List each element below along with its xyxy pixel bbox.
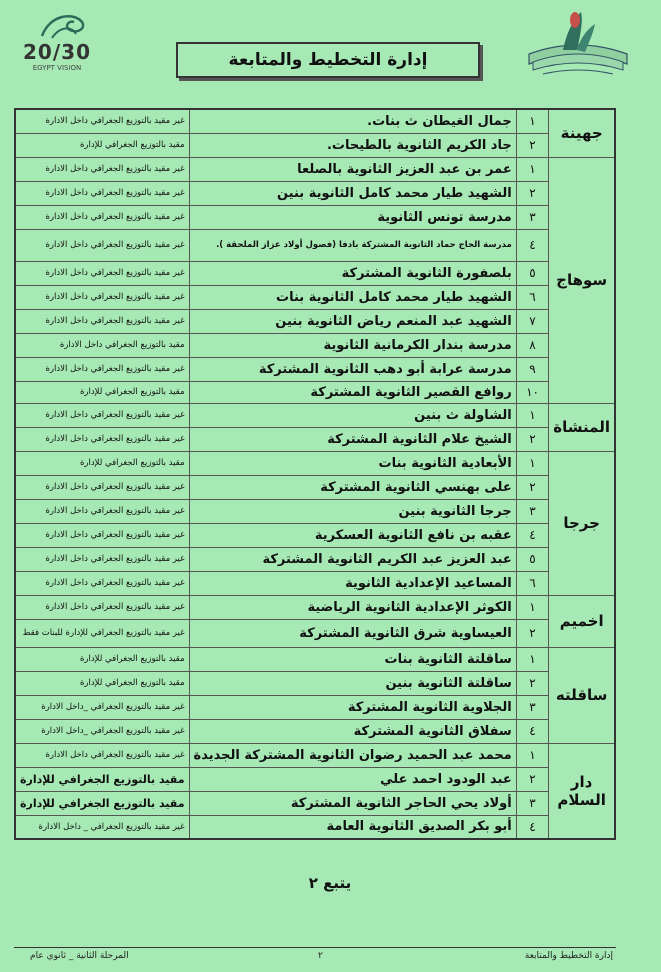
distribution-status: غير مقيد بالتوزيع الجغرافي داخل الادارة xyxy=(15,427,189,451)
distribution-status: غير مقيد بالتوزيع الجغرافي داخل الادارة xyxy=(15,403,189,427)
school-name: جمال الغيطان ث بنات. xyxy=(189,109,516,133)
distribution-status: غير مقيد بالتوزيع الجغرافي داخل الادارة xyxy=(15,109,189,133)
row-number: ٢ xyxy=(516,767,549,791)
distribution-status: مقيد بالتوزيع الجغرافي للإدارة xyxy=(15,381,189,403)
row-number: ٥ xyxy=(516,547,549,571)
distribution-status: غير مقيد بالتوزيع الجغرافي _داخل الادارة xyxy=(15,719,189,743)
table-row xyxy=(15,333,615,357)
school-name: الجلاوية الثانوية المشتركة xyxy=(189,695,516,719)
table-row xyxy=(15,205,615,229)
school-name: على بهنسي الثانوية المشتركة xyxy=(189,475,516,499)
table-row xyxy=(15,499,615,523)
region-label: جرجا xyxy=(563,514,600,532)
schools-table xyxy=(14,108,616,840)
table-row xyxy=(15,695,615,719)
school-name: عبد الودود احمد علي xyxy=(189,767,516,791)
table-row xyxy=(15,133,615,157)
distribution-status: مقيد بالتوزيع الجغرافي للإدارة xyxy=(15,791,189,815)
table-row xyxy=(15,815,615,839)
school-name: العيساوية شرق الثانوية المشتركة xyxy=(189,619,516,647)
school-name: سفلاق الثانوية المشتركة xyxy=(189,719,516,743)
school-name: محمد عبد الحميد رضوان الثانوية المشتركة الجديدة xyxy=(189,743,516,767)
row-number: ٤ xyxy=(516,719,549,743)
table-row xyxy=(15,475,615,499)
row-number: ٣ xyxy=(516,499,549,523)
table-row xyxy=(15,791,615,815)
row-number: ١ xyxy=(516,403,549,427)
table-row xyxy=(15,547,615,571)
distribution-status: غير مقيد بالتوزيع الجغرافي _داخل الادارة xyxy=(15,695,189,719)
distribution-status: غير مقيد بالتوزيع الجغرافي داخل الادارة xyxy=(15,743,189,767)
school-name: روافع القصير الثانوية المشتركة xyxy=(189,381,516,403)
distribution-status: غير مقيد بالتوزيع الجغرافي داخل الادارة xyxy=(15,205,189,229)
row-number: ٤ xyxy=(516,815,549,839)
table-row xyxy=(15,381,615,403)
school-name: أبو بكر الصديق الثانوية العامة xyxy=(189,815,516,839)
row-number: ٥ xyxy=(516,261,549,285)
distribution-status: مقيد بالتوزيع الجغرافي داخل الادارة xyxy=(15,333,189,357)
distribution-status: مقيد بالتوزيع الجغرافي للإدارة xyxy=(15,671,189,695)
distribution-status: غير مقيد بالتوزيع الجغرافي داخل الادارة xyxy=(15,229,189,261)
page-title: إدارة التخطيط والمتابعة xyxy=(176,42,480,78)
distribution-status: غير مقيد بالتوزيع الجغرافي داخل الادارة xyxy=(15,475,189,499)
school-name: الكوثر الإعدادية الثانوية الرياضية xyxy=(189,595,516,619)
distribution-status: غير مقيد بالتوزيع الجغرافي داخل الادارة xyxy=(15,523,189,547)
table-row xyxy=(15,647,615,671)
table-row xyxy=(15,523,615,547)
distribution-status: غير مقيد بالتوزيع الجغرافي _ داخل الادارة xyxy=(15,815,189,839)
table-row xyxy=(15,309,615,333)
row-number: ١ xyxy=(516,451,549,475)
school-name: الشيخ علام الثانوية المشتركة xyxy=(189,427,516,451)
region-label: جهينة xyxy=(560,124,603,143)
row-number: ٩ xyxy=(516,357,549,381)
footer-department: إدارة التخطيط والمتابعة xyxy=(524,951,613,961)
row-number: ١٠ xyxy=(516,381,549,403)
row-number: ٧ xyxy=(516,309,549,333)
table-row xyxy=(15,767,615,791)
school-name: ساقلتة الثانوية بنات xyxy=(189,647,516,671)
table-row xyxy=(15,571,615,595)
distribution-status: مقيد بالتوزيع الجغرافي للإدارة xyxy=(15,647,189,671)
row-number: ١ xyxy=(516,647,549,671)
table-row xyxy=(15,357,615,381)
row-number: ٢ xyxy=(516,475,549,499)
school-name: عقبه بن نافع الثانوية العسكرية xyxy=(189,523,516,547)
footer-stage: المرحلة الثانية _ ثانوي عام xyxy=(30,951,129,961)
row-number: ٣ xyxy=(516,695,549,719)
distribution-status: غير مقيد بالتوزيع الجغرافي داخل الادارة xyxy=(15,547,189,571)
footer-page-number: ٢ xyxy=(318,951,323,961)
distribution-status: غير مقيد بالتوزيع الجغرافي داخل الادارة xyxy=(15,285,189,309)
distribution-status: غير مقيد بالتوزيع الجغرافي للإدارة للبنات فقط xyxy=(15,619,189,647)
table-row xyxy=(15,285,615,309)
school-name: جاد الكريم الثانوية بالطيحات. xyxy=(189,133,516,157)
table-row xyxy=(15,229,615,261)
distribution-status: غير مقيد بالتوزيع الجغرافي داخل الادارة xyxy=(15,261,189,285)
row-number: ٢ xyxy=(516,133,549,157)
table-row xyxy=(15,719,615,743)
region-name xyxy=(549,451,615,595)
row-number: ١ xyxy=(516,743,549,767)
school-name: الشهيد عبد المنعم رياض الثانوية بنين xyxy=(189,309,516,333)
school-name: الشهيد طيار محمد كامل الثانوية بنين xyxy=(189,181,516,205)
school-name: ساقلتة الثانوية بنين xyxy=(189,671,516,695)
row-number: ٢ xyxy=(516,181,549,205)
row-number: ٢ xyxy=(516,671,549,695)
vision-label: EGYPT VISION xyxy=(32,64,82,72)
distribution-status: غير مقيد بالتوزيع الجغرافي داخل الادارة xyxy=(15,571,189,595)
table-row xyxy=(15,157,615,181)
school-name: الشاولة ث بنين xyxy=(189,403,516,427)
school-name: الشهيد طيار محمد كامل الثانوية بنات xyxy=(189,285,516,309)
region-label: المنشاة xyxy=(553,418,610,436)
region-label: سوهاج xyxy=(556,271,608,289)
ministry-emblem-icon xyxy=(523,6,633,82)
school-name: عبد العزيز عبد الكريم الثانوية المشتركة xyxy=(189,547,516,571)
distribution-status: غير مقيد بالتوزيع الجغرافي داخل الادارة xyxy=(15,181,189,205)
distribution-status: مقيد بالتوزيع الجغرافي للإدارة xyxy=(15,767,189,791)
school-name: مدرسة الحاج حماد الثانوية المشتركة بادفا (فصول أولاد عزاز الملحقة ). xyxy=(189,229,516,261)
table-row xyxy=(15,403,615,427)
distribution-status: مقيد بالتوزيع الجغرافي للإدارة xyxy=(15,133,189,157)
distribution-status: غير مقيد بالتوزيع الجغرافي داخل الادارة xyxy=(15,499,189,523)
distribution-status: غير مقيد بالتوزيع الجغرافي داخل الادارة xyxy=(15,595,189,619)
school-name: الأبعادية الثانوية بنات xyxy=(189,451,516,475)
school-name: مدرسة عرابة أبو دهب الثانوية المشتركة xyxy=(189,357,516,381)
row-number: ١ xyxy=(516,157,549,181)
table-row xyxy=(15,595,615,619)
region-name xyxy=(549,743,615,839)
table-row xyxy=(15,619,615,647)
school-name: المساعيد الإعدادية الثانوية xyxy=(189,571,516,595)
vision-number: 20/30 xyxy=(23,40,91,64)
table-row xyxy=(15,427,615,451)
school-name: عمر بن عبد العزيز الثانوية بالصلعا xyxy=(189,157,516,181)
row-number: ٦ xyxy=(516,285,549,309)
row-number: ١ xyxy=(516,109,549,133)
row-number: ٤ xyxy=(516,229,549,261)
region-name xyxy=(549,109,615,157)
distribution-status: غير مقيد بالتوزيع الجغرافي داخل الادارة xyxy=(15,309,189,333)
school-name: أولاد يحي الحاجر الثانوية المشتركة xyxy=(189,791,516,815)
school-name: جرجا الثانوية بنين xyxy=(189,499,516,523)
table-row xyxy=(15,181,615,205)
footer-divider xyxy=(14,947,616,948)
region-name xyxy=(549,157,615,403)
row-number: ٤ xyxy=(516,523,549,547)
region-name xyxy=(549,595,615,647)
table-row xyxy=(15,451,615,475)
row-number: ٨ xyxy=(516,333,549,357)
row-number: ٣ xyxy=(516,791,549,815)
table-row xyxy=(15,109,615,133)
table-row xyxy=(15,743,615,767)
region-label: اخميم xyxy=(559,612,604,630)
school-name: مدرسة بندار الكرمانية الثانوية xyxy=(189,333,516,357)
school-name: مدرسة تونس الثانوية xyxy=(189,205,516,229)
row-number: ٦ xyxy=(516,571,549,595)
continued-note: يتبع ٢ xyxy=(308,874,352,892)
table-row xyxy=(15,671,615,695)
row-number: ٢ xyxy=(516,427,549,451)
region-name xyxy=(549,647,615,743)
region-label: ساقلته xyxy=(555,686,608,704)
school-name: بلصفورة الثانوية المشتركة xyxy=(189,261,516,285)
region-name xyxy=(549,403,615,451)
region-label: دار السلام xyxy=(557,772,606,809)
row-number: ٢ xyxy=(516,619,549,647)
distribution-status: مقيد بالتوزيع الجغرافي للإدارة xyxy=(15,451,189,475)
row-number: ١ xyxy=(516,595,549,619)
distribution-status: غير مقيد بالتوزيع الجغرافي داخل الادارة xyxy=(15,357,189,381)
row-number: ٣ xyxy=(516,205,549,229)
table-row xyxy=(15,261,615,285)
distribution-status: غير مقيد بالتوزيع الجغرافي داخل الادارة xyxy=(15,157,189,181)
